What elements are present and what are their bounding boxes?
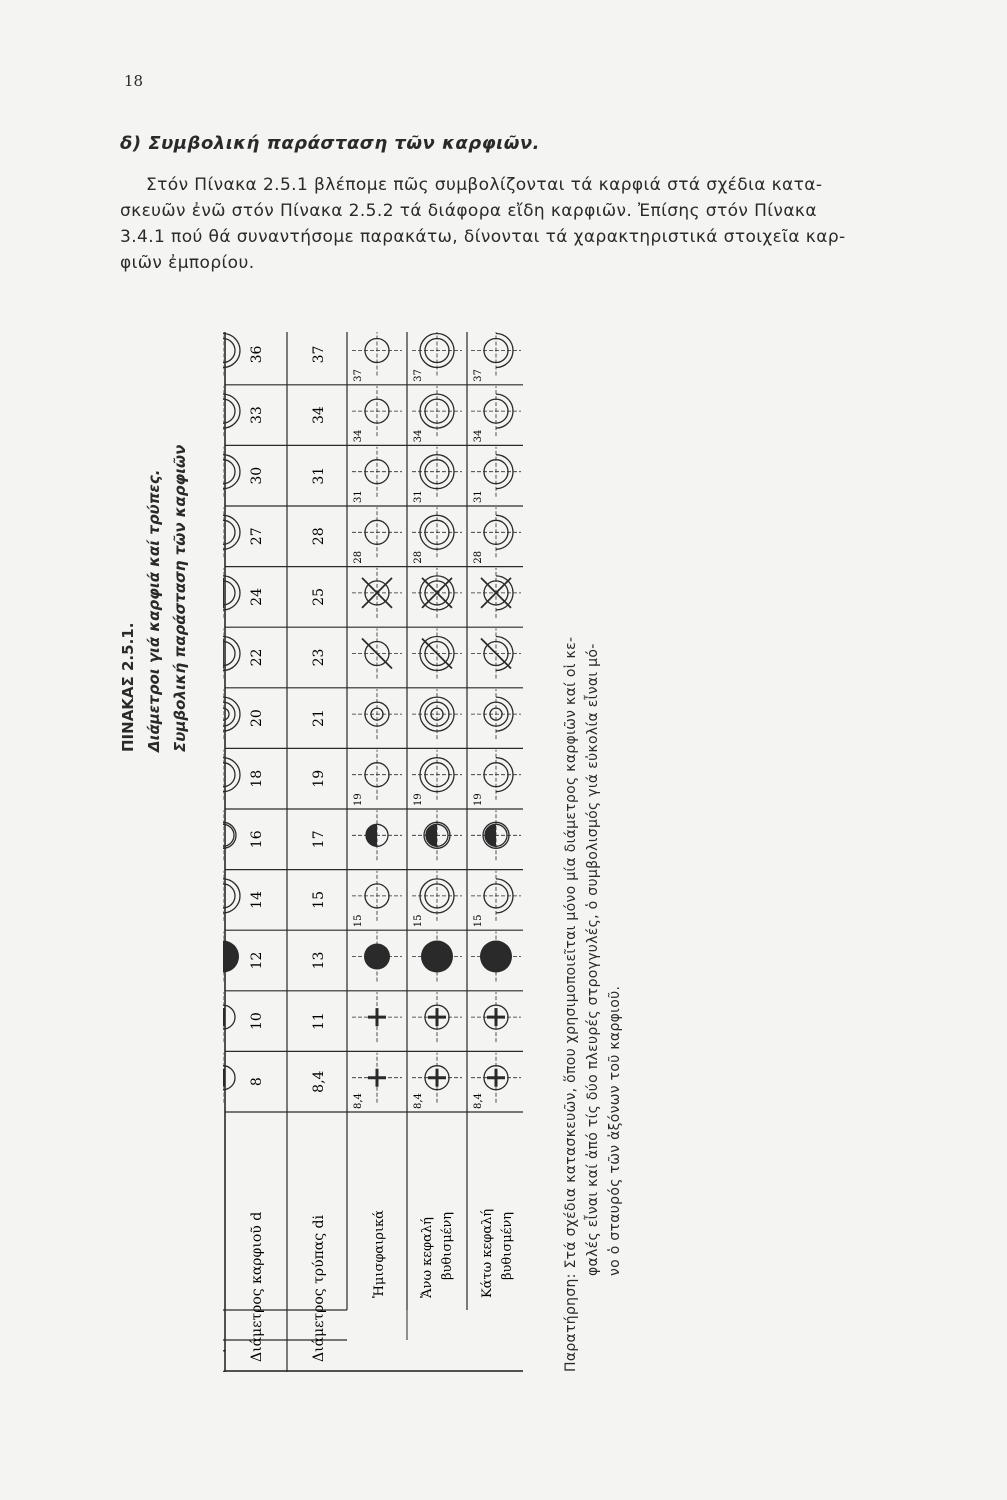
di-value: 17: [311, 830, 327, 849]
symbol-dimension-label: 19: [353, 793, 364, 806]
table-caption-line: Διάμετροι γιά καρφιά καί τρύπες.: [145, 469, 163, 752]
group-label: Συμβολισμοί: [223, 1333, 226, 1372]
d-value: 10: [249, 1012, 265, 1031]
symbol-dimension-label: 28: [413, 550, 424, 564]
d-value: 36: [249, 345, 265, 364]
row-label-di: Διάμετρος τρύπας di: [311, 1215, 327, 1362]
symbol-dimension-label: 37: [473, 369, 484, 382]
rivet-symbol-cross: [471, 568, 521, 618]
di-value: 28: [311, 527, 327, 546]
rivet-symbol-open: [352, 750, 402, 800]
rivet-symbol-ring: [352, 507, 402, 557]
rivet-symbol-open: [412, 750, 462, 800]
rivet-symbol-ring: [412, 447, 462, 497]
rivet-symbol-slash: [412, 629, 462, 679]
symbol-dimension-label: 28: [473, 550, 484, 564]
rivet-symbol-open: [471, 871, 521, 921]
symbol-dimension-label: 8,4: [473, 1093, 484, 1109]
symbol-dimension-label: 28: [353, 550, 364, 564]
di-value: 31: [311, 466, 327, 485]
rivet-symbol-ring: [471, 507, 521, 557]
rivet-symbol-ring: [471, 386, 521, 436]
symbol-dimension-label: 31: [353, 490, 364, 503]
note: [560, 332, 626, 1372]
note-line: νο ὁ σταυρός τῶν ἀξόνων τοῦ καρφιοῦ.: [607, 985, 623, 1276]
d-value: 20: [249, 709, 265, 728]
rivet-symbol-double: [412, 689, 462, 739]
symbol-dimension-label: 15: [473, 914, 484, 928]
rivet-symbol-open: [352, 871, 402, 921]
row-label-d: Διάμετρος καρφιοῦ d: [249, 1211, 265, 1362]
intro-line: φιῶν ἐμπορίου.: [120, 253, 255, 273]
d-value: 33: [249, 406, 265, 425]
symbol-row-label: Κάτω κεφαλή: [480, 1208, 495, 1298]
symbol-dimension-label: 8,4: [413, 1093, 424, 1109]
d-value: 14: [249, 890, 265, 909]
page-number: 18: [124, 72, 144, 90]
note-line: Παρατήρηση: Στά σχέδια κατασκευῶν, ὅπου χρησιμοποιεῖται μόνο μία διάμετρος καρφιῶν καί οἱ κε-: [563, 636, 579, 1372]
rivet-symbol-slash: [352, 629, 402, 679]
symbol-row-label: βυθισμένη: [440, 1211, 455, 1280]
rivet-symbol-ring: [412, 507, 462, 557]
rivet-symbol-double: [352, 689, 402, 739]
intro-line: 3.4.1 πού θά συναντήσομε παρακάτω, δίνονται τά χαρακτηριστικά στοιχεῖα καρ-: [120, 227, 846, 247]
di-value: 21: [311, 709, 327, 728]
symbol-dimension-label: 31: [413, 490, 424, 503]
symbol-dimension-label: 19: [413, 793, 424, 806]
table-caption-line: Συμβολική παράσταση τῶν καρφιῶν: [171, 444, 189, 752]
symbol-row-label: Ἡμισφαιρικά: [372, 1210, 387, 1298]
d-value: 16: [249, 830, 265, 849]
rivet-symbol-filled: [412, 932, 462, 982]
di-value: 23: [311, 648, 327, 667]
symbol-row-label: βυθισμένη: [500, 1211, 515, 1280]
rivet-symbol-plus: [352, 992, 402, 1042]
rivet-symbol-ring: [412, 386, 462, 436]
d-value: 24: [249, 587, 265, 606]
symbol-dimension-label: 15: [413, 914, 424, 928]
symbol-dimension-label: 15: [353, 914, 364, 928]
di-value: 11: [311, 1012, 327, 1031]
rotated-table-block: [110, 332, 680, 1372]
symbol-dimension-label: 37: [353, 369, 364, 382]
rivet-symbol-open: [412, 871, 462, 921]
di-value: 25: [311, 587, 327, 606]
symbol-dimension-label: 34: [473, 429, 484, 443]
rivet-table: [223, 332, 527, 1372]
table-caption: [115, 332, 193, 752]
d-value: 18: [249, 769, 265, 788]
section-heading: δ) Συμβολική παράσταση τῶν καρφιῶν.: [120, 133, 540, 154]
rivet-symbol-ring: [352, 386, 402, 436]
rivet-symbol-plus: [412, 992, 462, 1042]
symbol-dimension-label: 8,4: [353, 1093, 364, 1109]
rivet-symbol-ring: [352, 447, 402, 497]
rivet-symbol-half: [412, 810, 462, 860]
d-value: 27: [249, 527, 265, 546]
rivet-symbol-filled: [471, 932, 521, 982]
d-value: 30: [249, 466, 265, 485]
symbol-dimension-label: 31: [473, 490, 484, 503]
rivet-symbol-cross: [352, 568, 402, 618]
symbol-dimension-label: 34: [353, 429, 364, 443]
subgroup-label: κεφαλῶν: [223, 1346, 226, 1372]
table-number: ΠΙΝΑΚΑΣ 2.5.1.: [119, 622, 137, 752]
di-value: 19: [311, 769, 327, 788]
d-value: 8: [249, 1077, 265, 1087]
intro-paragraph: [120, 172, 926, 276]
intro-line: σκευῶν ἐνῶ στόν Πίνακα 2.5.2 τά διάφορα εἴδη καρφιῶν. Ἐπίσης στόν Πίνακα: [120, 201, 817, 221]
subgroup-label: Βυθισμένων: [223, 1337, 226, 1372]
rivet-symbol-cross: [412, 568, 462, 618]
rivet-symbol-filled: [352, 932, 402, 982]
di-value: 8,4: [311, 1070, 327, 1093]
di-value: 34: [311, 406, 327, 425]
rivet-symbol-plus: [471, 992, 521, 1042]
rivet-table-grid: [223, 332, 523, 1372]
symbol-row-label: Ἄνω κεφαλή: [420, 1217, 435, 1298]
symbol-dimension-label: 34: [413, 429, 424, 443]
symbol-dimension-label: 19: [473, 793, 484, 806]
d-value: 22: [249, 648, 265, 667]
d-value: 12: [249, 951, 265, 970]
rivet-symbol-half: [471, 810, 521, 860]
di-value: 13: [311, 951, 327, 970]
intro-line: Στόν Πίνακα 2.5.1 βλέπομε πῶς συμβολίζονται τά καρφιά στά σχέδια κατα-: [146, 175, 823, 195]
rivet-symbol-open: [471, 750, 521, 800]
rivet-symbol-half: [352, 810, 402, 860]
di-value: 15: [311, 890, 327, 909]
rivet-symbol-slash: [471, 629, 521, 679]
rivet-symbol-double: [471, 689, 521, 739]
di-value: 37: [311, 345, 327, 364]
note-line: φαλές εἶναι καί ἀπό τίς δύο πλευρές στρογγυλές, ὁ συμβολισμός γιά εὐκολία εἶναι μό-: [585, 643, 601, 1276]
symbol-dimension-label: 37: [413, 369, 424, 382]
rivet-symbol-ring: [471, 447, 521, 497]
